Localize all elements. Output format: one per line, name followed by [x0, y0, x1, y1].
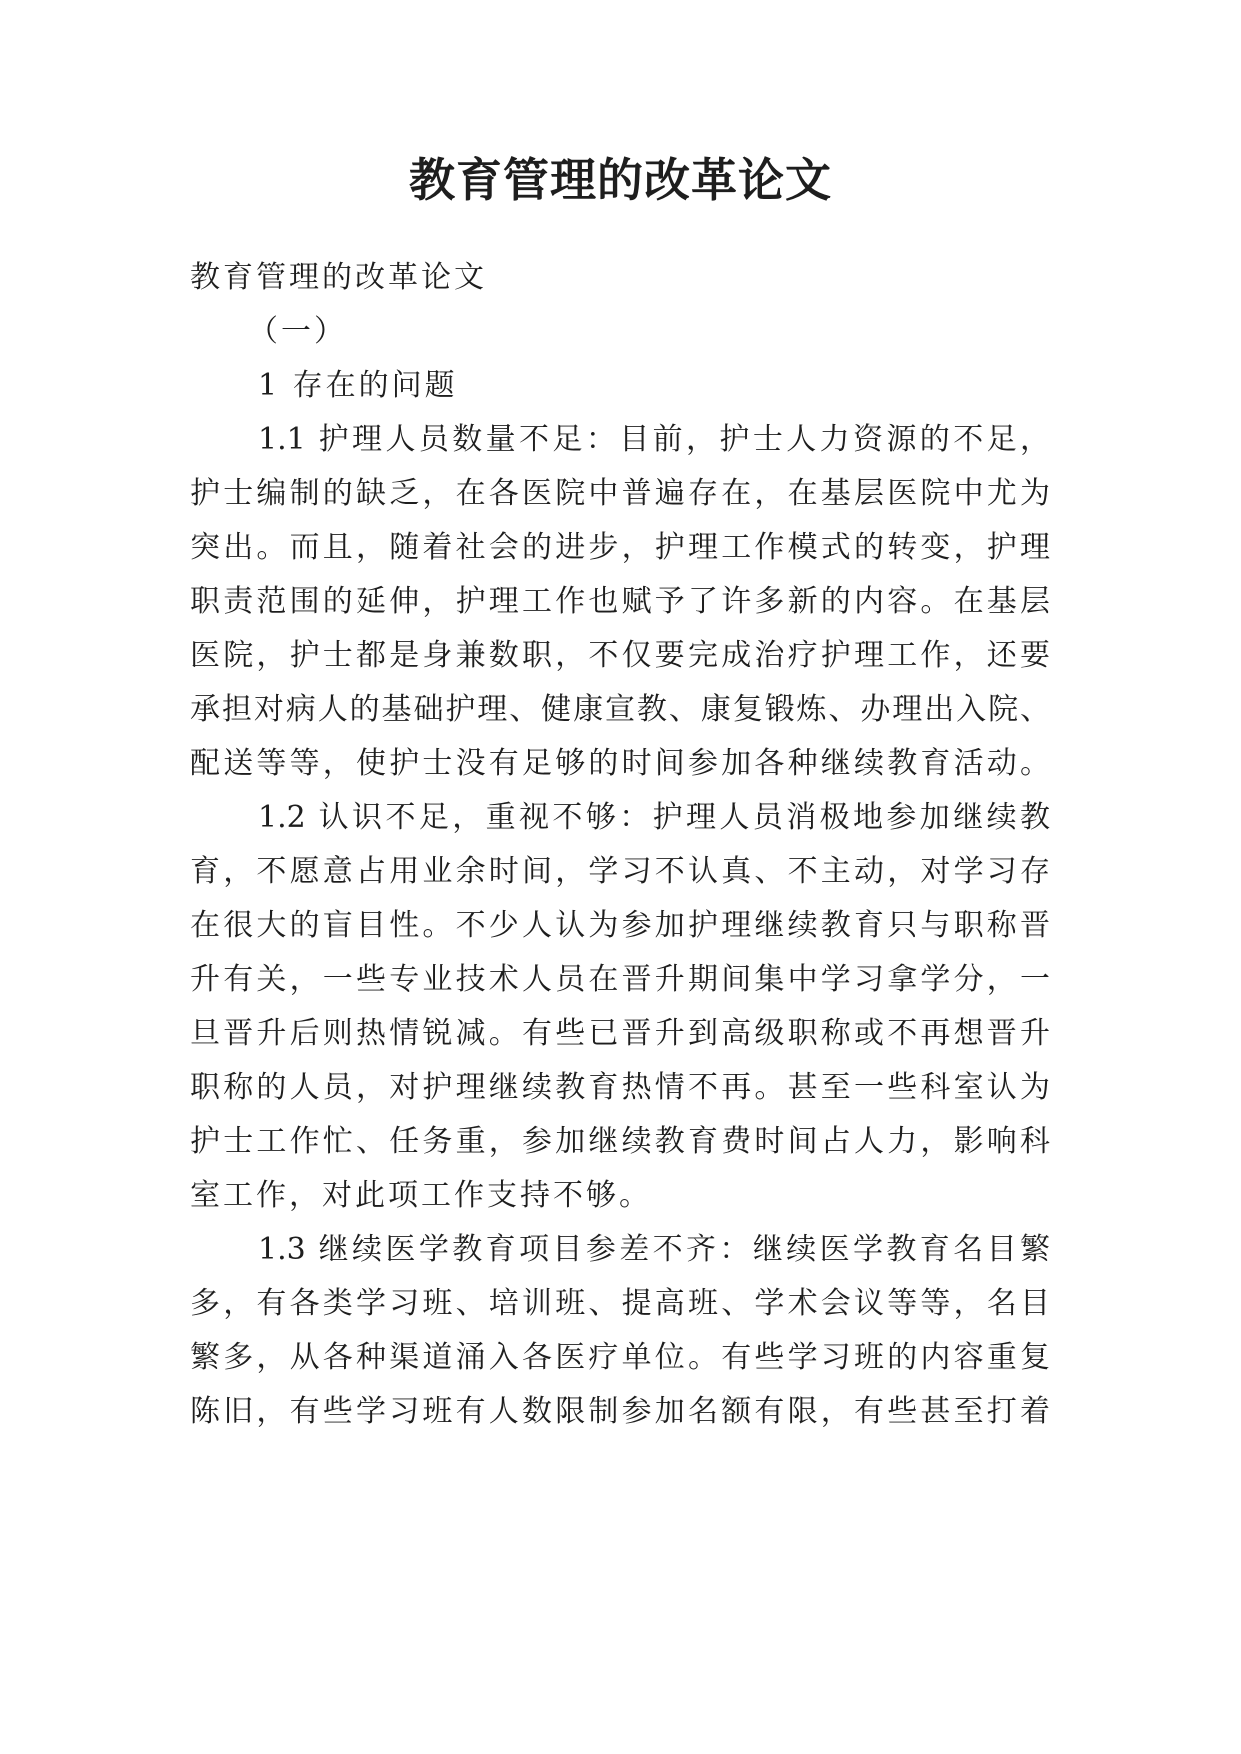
body-line: 职称的人员，对护理继续教育热情不再。甚至一些科室认为 — [190, 1070, 1050, 1105]
body-line: 在很大的盲目性。不少人认为参加护理继续教育只与职称晋 — [190, 908, 1050, 943]
body-line: 配送等等，使护士没有足够的时间参加各种继续教育活动。 — [190, 746, 1050, 781]
body-line: 医院，护士都是身兼数职，不仅要完成治疗护理工作，还要 — [190, 638, 1050, 673]
body-line: 职责范围的延伸，护理工作也赋予了许多新的内容。在基层 — [190, 584, 1050, 619]
section-heading: 1 存在的问题 — [258, 368, 458, 403]
body-line: 旦晋升后则热情锐减。有些已晋升到高级职称或不再想晋升 — [190, 1016, 1050, 1051]
section-marker: （一） — [248, 314, 347, 349]
body-line: 护士工作忙、任务重，参加继续教育费时间占人力，影响科 — [190, 1124, 1050, 1159]
body-line: 1.3 继续医学教育项目参差不齐：继续医学教育名目繁 — [258, 1232, 1050, 1267]
document-title: 教育管理的改革论文 — [409, 153, 832, 207]
body-line: 多，有各类学习班、培训班、提高班、学术会议等等，名目 — [190, 1286, 1050, 1321]
body-line: 陈旧，有些学习班有人数限制参加名额有限，有些甚至打着 — [190, 1394, 1050, 1429]
body-line: 1.2 认识不足，重视不够：护理人员消极地参加继续教 — [258, 800, 1050, 835]
body-line: 繁多，从各种渠道涌入各医疗单位。有些学习班的内容重复 — [190, 1340, 1050, 1375]
body-line: 育，不愿意占用业余时间，学习不认真、不主动，对学习存 — [190, 854, 1050, 889]
body-line: 承担对病人的基础护理、健康宣教、康复锻炼、办理出入院、 — [190, 692, 1050, 727]
paragraph-1-1 — [190, 413, 1050, 791]
body-line: 1.1 护理人员数量不足：目前，护士人力资源的不足， — [258, 422, 1050, 457]
paragraph-1-3 — [190, 1223, 1050, 1439]
body-line: 升有关，一些专业技术人员在晋升期间集中学习拿学分，一 — [190, 962, 1050, 997]
body-line: 突出。而且，随着社会的进步，护理工作模式的转变，护理 — [190, 530, 1050, 565]
document-body — [190, 251, 1050, 1439]
document-subtitle: 教育管理的改革论文 — [190, 260, 487, 295]
paragraph-1-2 — [190, 791, 1050, 1223]
body-line: 护士编制的缺乏，在各医院中普遍存在，在基层医院中尤为 — [190, 476, 1050, 511]
body-line: 室工作，对此项工作支持不够。 — [190, 1178, 652, 1213]
